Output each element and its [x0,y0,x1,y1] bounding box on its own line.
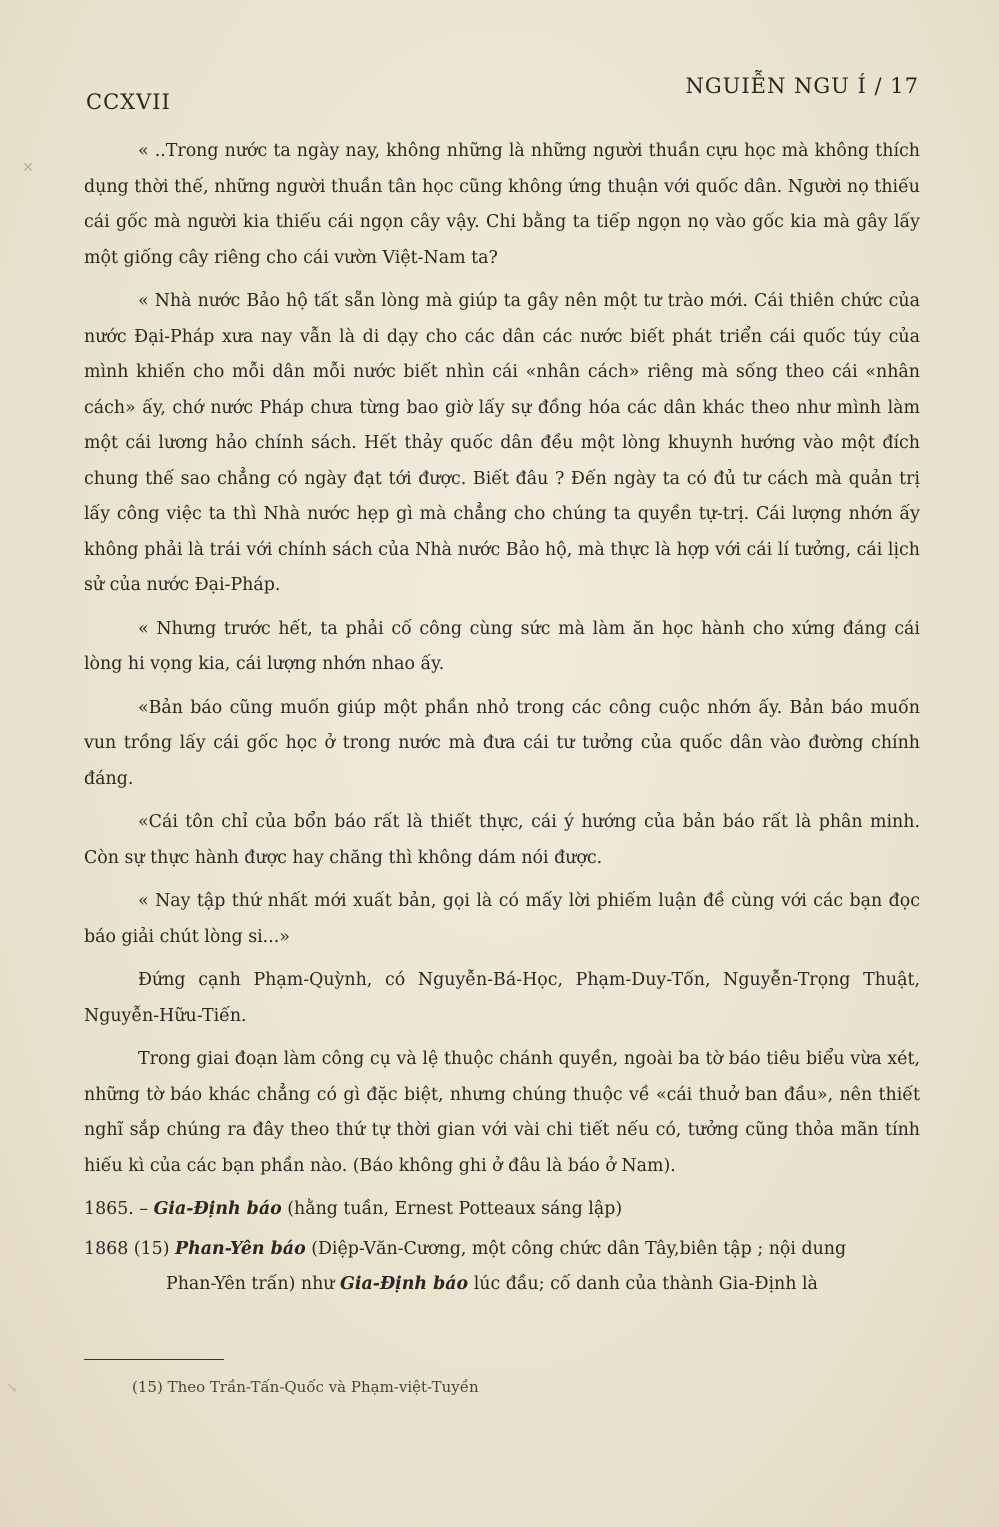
entry-text: (hằng tuần, Ernest Potteaux sáng lập) [287,1199,623,1219]
paragraph: « ..Trong nước ta ngày nay, không những là những người thuần cựu học mà không thích dụng thời thế, những người thuần tân học cũng không ứng thuận với quốc dân. Người nọ thiếu cái gốc mà người kia thiếu cái ngọn cây vậy. Chi bằng ta tiếp ngọn nọ vào gốc kia mà gây lấy một giống cây riêng cho cái vườn Việt-Nam ta? [84,141,920,268]
paragraph: « Nhà nước Bảo hộ tất sẵn lòng mà giúp ta gây nên một tư trào mới. Cái thiên chức của nước Đại-Pháp xưa nay vẫn là di dạy cho các dân các nước biết phát triển cái quốc túy của mình khiến cho mỗi dân mỗi nước biết nhìn cái «nhân cách» riêng mà sống theo cái «nhân cách» ấy, chớ nước Pháp chưa từng bao giờ lấy sự đồng hóa các dân khác theo như mình làm một cái lương hảo chính sách. Hết thảy quốc dân đều một lòng khuynh hướng vào một đích chung thế sao chẳng có ngày đạt tới được. Biết đâu ? Đến ngày ta có đủ tư cách mà quản trị lấy công việc ta thì Nhà nước hẹp gì mà chẳng cho chúng ta quyền tự-trị. Cái lượng nhớn ấy không phải là trái với chính sách của Nhà nước Bảo hộ, mà thực là hợp với cái lí tưởng, cái lịch sử của nước Đại-Pháp. [84,291,920,595]
entry-title: Gia-Định báo [153,1199,282,1219]
page-margin-mark: ↘ [6,1380,18,1396]
entry-text: (Diệp-Văn-Cương, một công chức dân Tây,biên tập ; nội dung [311,1238,847,1259]
entry-cont-text: Phan-Yên trấn) như [166,1274,335,1294]
paragraph: Đứng cạnh Phạm-Quỳnh, có Nguyễn-Bá-Học, Phạm-Duy-Tốn, Nguyễn-Trọng Thuật, Nguyễn-Hữu-Tiến. [84,970,920,1026]
chapter-number: CCXVII [86,90,171,114]
entry-cont-title: Gia-Định báo [340,1274,469,1294]
entry-continuation [84,1267,920,1303]
footnote-rule [84,1359,224,1360]
footnote: (15) Theo Trần-Tấn-Quốc và Phạm-việt-Tuyền [132,1378,479,1396]
entry-dash: – [139,1199,149,1219]
paragraph: « Nhưng trước hết, ta phải cố công cùng sức mà làm ăn học hành cho xứng đáng cái lòng hi vọng kia, cái lượng nhớn nhao ấy. [84,618,920,674]
entry-note: (15) [133,1238,170,1259]
newspaper-entry [84,1192,920,1228]
paragraph: Trong giai đoạn làm công cụ và lệ thuộc chánh quyền, ngoài ba tờ báo tiêu biểu vừa xét, những tờ báo khác chẳng có gì đặc biệt, nhưng chúng thuộc về «cái thuở ban đầu», nên thiết nghĩ sắp chúng ra đây theo thứ tự thời gian với vài chi tiết nếu có, tưởng cũng thỏa mãn tính hiếu kì của các bạn phần nào. (Báo không ghi ở đâu là báo ở Nam). [84,1049,920,1176]
paragraph: «Cái tôn chỉ của bổn báo rất là thiết thực, cái ý hướng của bản báo rất là phân minh. Còn sự thực hành được hay chăng thì không dám nói được. [84,812,920,868]
entry-cont-rest: lúc đầu; cố danh của thành Gia-Định là [473,1274,818,1294]
entry-year: 1865. [84,1199,134,1219]
body-text [84,134,920,1307]
page-margin-mark: ✕ [22,160,34,176]
entry-year: 1868 [84,1238,129,1259]
running-head: NGUIỄN NGU Í / 17 [685,74,919,98]
paragraph: « Nay tập thứ nhất mới xuất bản, gọi là có mấy lời phiếm luận đề cùng với các bạn đọc báo giải chút lòng si...» [84,891,920,947]
page-header [86,74,919,114]
newspaper-entry [84,1232,920,1303]
entry-title: Phan-Yên báo [175,1238,306,1259]
paragraph: «Bản báo cũng muốn giúp một phần nhỏ trong các công cuộc nhớn ấy. Bản báo muốn vun trồng lấy cái gốc học ở trong nước mà đưa cái tư tưởng của quốc dân vào đường chính đáng. [84,697,920,789]
